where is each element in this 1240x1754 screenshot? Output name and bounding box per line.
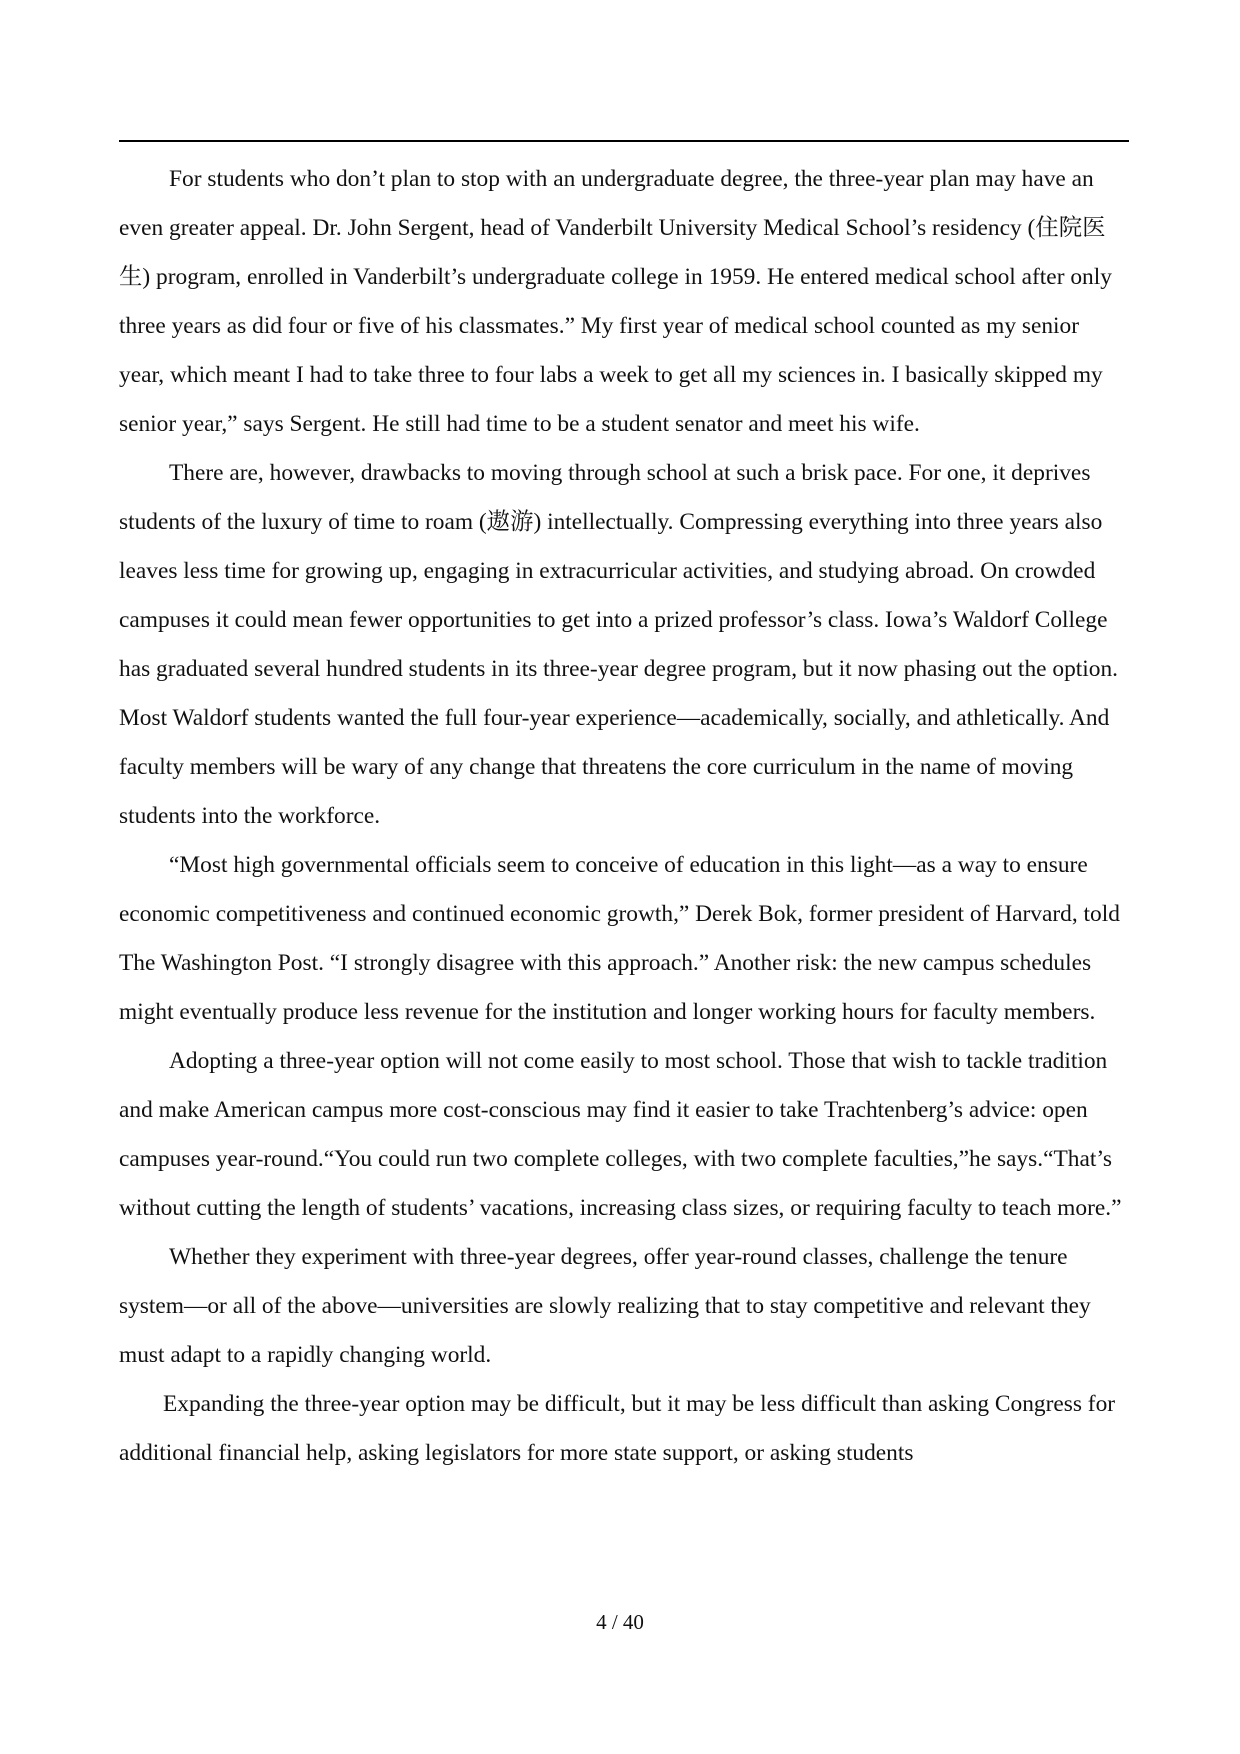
header-rule [119,140,1129,142]
paragraph-year-round-campuses: Adopting a three-year option will not come easily to most school. Those that wish to tackle tradition and make American campus more cost-conscious may find it easier to take Trachtenberg’s advice: open campuses year-round.“You could run two complete colleges, with two complete faculties,”he says.“That’s without cutting the length of students’ vacations, increasing class sizes, or requiring faculty to teach more.” [119,1048,1122,1221]
page-number: 4 / 40 [596,1610,644,1634]
paragraph-expanding-option: Expanding the three-year option may be difficult, but it may be less difficult than asking Congress for additional financial help, asking legislators for more state support, or asking students [119,1391,1116,1466]
paragraph-drawbacks: There are, however, drawbacks to moving through school at such a brisk pace. For one, it deprives students of the luxury of time to roam (遨游) intellectually. Compressing everything into three years also leaves less time for growing up, engaging in extracurricular activities, and studying abroad. On crowded campuses it could mean fewer opportunities to get into a prized professor’s class. Iowa’s Waldorf College has graduated several hundred students in its three-year degree program, but it now phasing out the option. Most Waldorf students wanted the full four-year experience—academically, socially, and athletically. And faculty members will be wary of any change that threatens the core curriculum in the name of moving students into the workforce. [119,460,1119,829]
paragraph-three-year-appeal: For students who don’t plan to stop with an undergraduate degree, the three-year plan may have an even greater appeal. Dr. John Sergent, head of Vanderbilt University Medical School’s residency (住院医生) program, enrolled in Vanderbilt’s undergraduate college in 1959. He entered medical school after only three years as did four or five of his classmates.” My first year of medical school counted as my senior year, which meant I had to take three to four labs a week to get all my sciences in. I basically skipped my senior year,” says Sergent. He still had time to be a student senator and meet his wife. [119,166,1112,437]
body-text [119,155,1129,1478]
paragraph-universities-adapt: Whether they experiment with three-year degrees, offer year-round classes, challenge the tenure system—or all of the above—universities are slowly realizing that to stay competitive and relevant they must adapt to a rapidly changing world. [119,1244,1091,1368]
paragraph-officials-quote: “Most high governmental officials seem to conceive of education in this light—as a way to ensure economic competitiveness and continued economic growth,” Derek Bok, former president of Harvard, told The Washington Post. “I strongly disagree with this approach.” Another risk: the new campus schedules might eventually produce less revenue for the institution and longer working hours for faculty members. [119,852,1120,1025]
